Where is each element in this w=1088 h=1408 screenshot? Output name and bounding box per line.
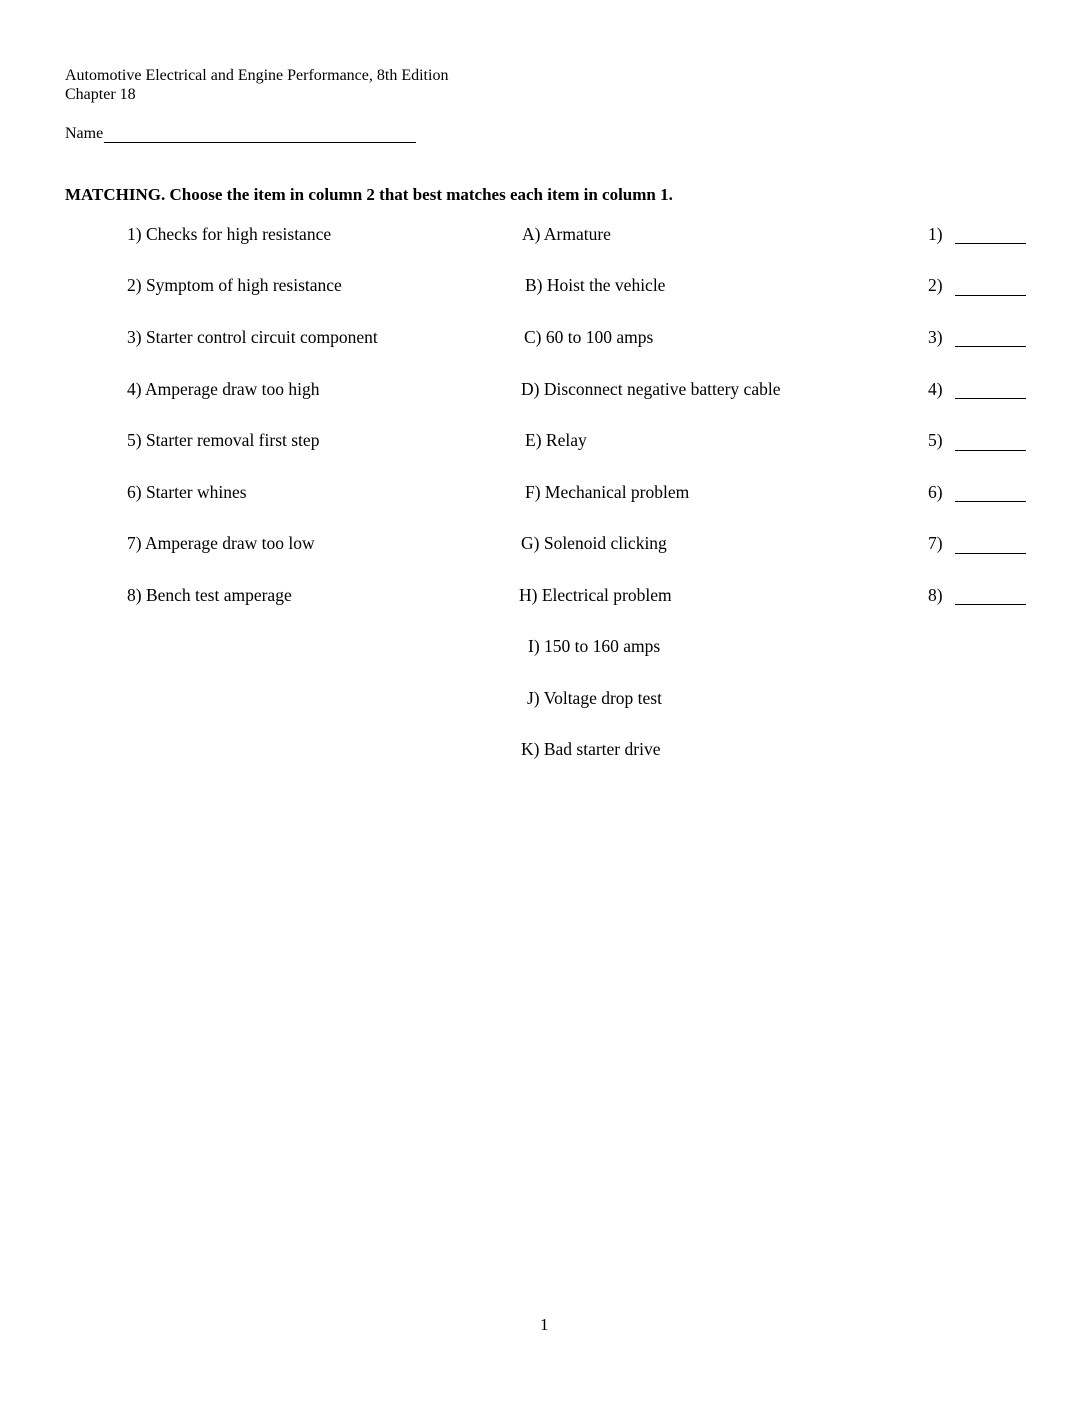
answer-blank[interactable] [955, 397, 1026, 399]
column2-item: A) Armature [522, 224, 611, 244]
answer-number: 8) [928, 585, 943, 605]
column2-item: J) Voltage drop test [527, 688, 662, 708]
answer-number: 7) [928, 533, 943, 553]
column2-item: B) Hoist the vehicle [525, 275, 666, 295]
answer-blank[interactable] [955, 603, 1026, 605]
answer-number: 3) [928, 327, 943, 347]
answer-number: 1) [928, 224, 943, 244]
column1-item: 5) Starter removal first step [127, 430, 320, 450]
answer-number: 6) [928, 482, 943, 502]
book-title: Automotive Electrical and Engine Performance, 8th Edition [65, 67, 449, 84]
column2-item: H) Electrical problem [519, 585, 672, 605]
chapter-label: Chapter 18 [65, 86, 136, 103]
column1-item: 8) Bench test amperage [127, 585, 292, 605]
column2-item: G) Solenoid clicking [521, 533, 667, 553]
column2-item: K) Bad starter drive [521, 739, 661, 759]
answer-blank[interactable] [955, 500, 1026, 502]
column1-item: 2) Symptom of high resistance [127, 275, 342, 295]
name-blank-line[interactable] [104, 124, 416, 143]
answer-number: 2) [928, 275, 943, 295]
name-field-row [65, 124, 416, 143]
answer-number: 5) [928, 430, 943, 450]
answer-blank[interactable] [955, 242, 1026, 244]
answer-blank[interactable] [955, 552, 1026, 554]
answer-blank[interactable] [955, 294, 1026, 296]
column2-item: C) 60 to 100 amps [524, 327, 654, 347]
column2-item: I) 150 to 160 amps [528, 636, 661, 656]
column1-item: 7) Amperage draw too low [127, 533, 315, 553]
column2-item: D) Disconnect negative battery cable [521, 379, 781, 399]
name-label: Name [65, 125, 104, 142]
column1-item: 4) Amperage draw too high [127, 379, 320, 399]
column1-item: 3) Starter control circuit component [127, 327, 378, 347]
column1-item: 1) Checks for high resistance [127, 224, 332, 244]
column1-item: 6) Starter whines [127, 482, 247, 502]
answer-blank[interactable] [955, 449, 1026, 451]
matching-instructions: MATCHING. Choose the item in column 2 that best matches each item in column 1. [65, 185, 673, 204]
answer-number: 4) [928, 379, 943, 399]
answer-blank[interactable] [955, 345, 1026, 347]
column2-item: E) Relay [525, 430, 587, 450]
page-number: 1 [540, 1315, 549, 1334]
document-header [65, 66, 448, 104]
column2-item: F) Mechanical problem [525, 482, 690, 502]
